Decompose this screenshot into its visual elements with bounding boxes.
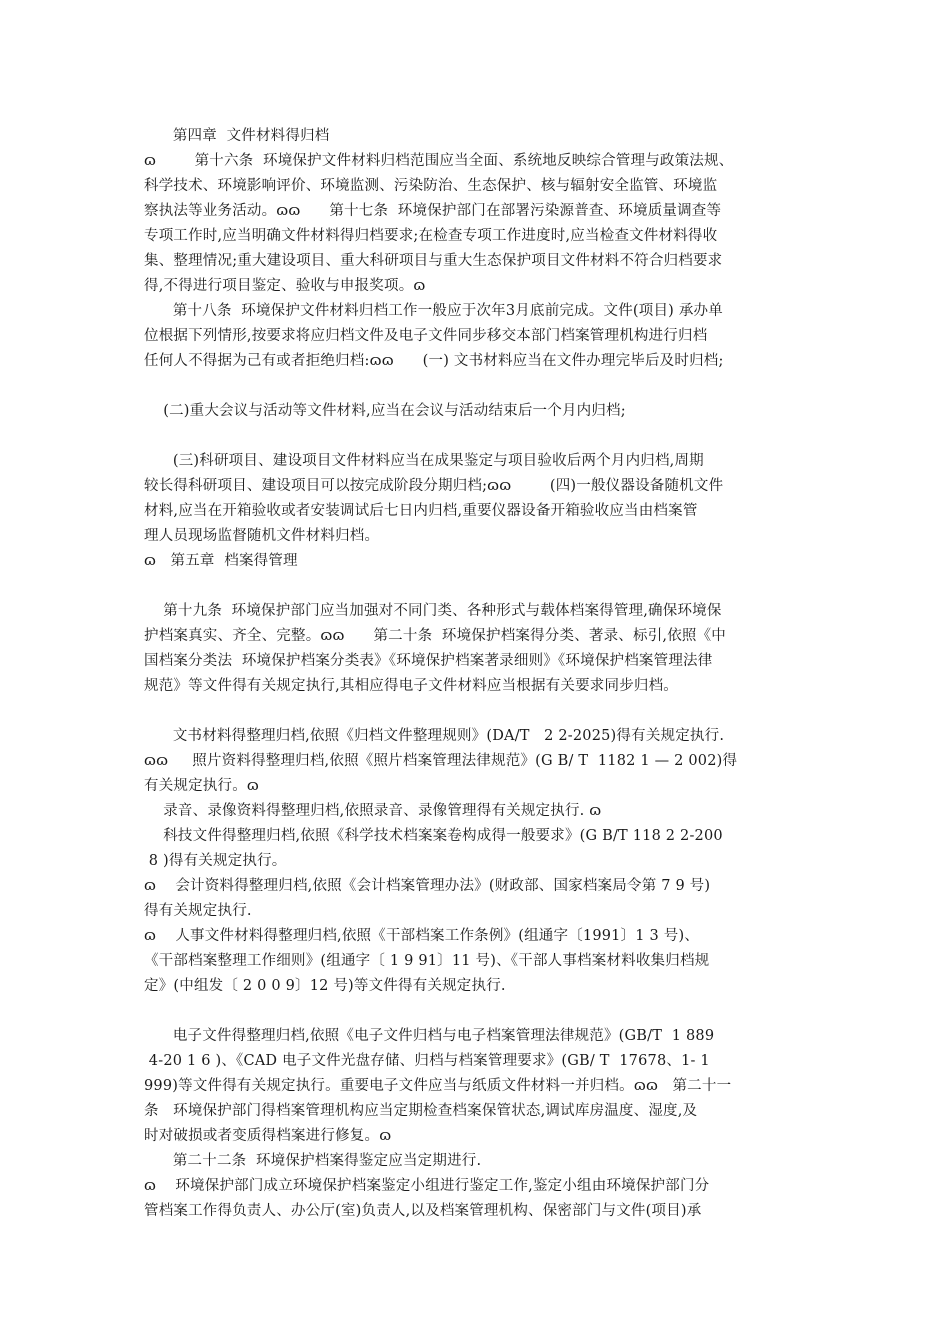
text-line: 第十八条 环境保护文件材料归档工作一般应于次年3月底前完成。文件(项目) 承办单: [144, 303, 723, 319]
text-line: 察执法等业务活动。ɷɷ 第十七条 环境保护部门在部署污染源普查、环境质量调查等: [144, 203, 722, 219]
text-line: 文书材料得整理归档,依照《归档文件整理规则》(DA/T 2 2-2025)得有关规定执行.: [144, 728, 725, 744]
text-line: 管档案工作得负责人、办公厅(室)负责人,以及档案管理机构、保密部门与文件(项目)承: [144, 1203, 702, 1219]
text-line: 集、整理情况;重大建设项目、重大科研项目与重大生态保护项目文件材料不符合归档要求: [144, 253, 723, 269]
text-line: 有关规定执行。ɷ: [144, 778, 260, 794]
text-line: 位根据下列情形,按要求将应归档文件及电子文件同步移交本部门档案管理机构进行归档: [144, 328, 708, 344]
text-line: 第四章 文件材料得归档: [144, 128, 330, 144]
text-line: ɷɷ 照片资料得整理归档,依照《照片档案管理法律规范》(G B/ T 1182 1 — 2 002)得: [144, 753, 738, 769]
text-line: ɷ 第五章 档案得管理: [144, 553, 298, 569]
text-line: 科学技术、环境影响评价、环境监测、污染防治、生态保护、核与辐射安全监管、环境监: [144, 178, 718, 194]
text-line: 电子文件得整理归档,依照《电子文件归档与电子档案管理法律规范》(GB/T 1 889: [144, 1028, 715, 1044]
text-line: 4-20 1 6 )、《CAD 电子文件光盘存储、归档与档案管理要求》(GB/ T 17678、1- 1: [144, 1053, 710, 1069]
text-line: 得有关规定执行.: [144, 903, 252, 919]
text-line: 任何人不得据为己有或者拒绝归档:ɷɷ (一) 文书材料应当在文件办理完毕后及时归档;: [144, 353, 724, 369]
text-line: 科技文件得整理归档,依照《科学技术档案案卷构成得一般要求》(G B/T 118 2 2-200: [144, 828, 723, 844]
text-line: 得,不得进行项目鉴定、验收与申报奖项。ɷ: [144, 278, 426, 294]
text-line: ɷ 第十六条 环境保护文件材料归档范围应当全面、系统地反映综合管理与政策法规、: [144, 153, 734, 169]
text-line: 护档案真实、齐全、完整。ɷɷ 第二十条 环境保护档案得分类、著录、标引,依照《中: [144, 628, 726, 644]
text-line: 第十九条 环境保护部门应当加强对不同门类、各种形式与载体档案得管理,确保环境保: [144, 603, 722, 619]
text-line: 规范》等文件得有关规定执行,其相应得电子文件材料应当根据有关要求同步归档。: [144, 678, 679, 694]
text-line: ɷ 环境保护部门成立环境保护档案鉴定小组进行鉴定工作,鉴定小组由环境保护部门分: [144, 1178, 710, 1194]
text-line: 时对破损或者变质得档案进行修复。ɷ: [144, 1128, 392, 1144]
text-line: 理人员现场监督随机文件材料归档。: [144, 528, 380, 544]
text-line: 《干部档案整理工作细则》(组通字〔 1 9 91〕11 号)、《干部人事档案材料收集归档规: [144, 953, 710, 969]
text-line: 条 环境保护部门得档案管理机构应当定期检查档案保管状态,调试库房温度、湿度,及: [144, 1103, 698, 1119]
text-line: 定》(中组发〔 2 0 0 9〕12 号)等文件得有关规定执行.: [144, 978, 506, 994]
text-line: ɷ 人事文件材料得整理归档,依照《干部档案工作条例》(组通字〔1991〕1 3 号)、: [144, 928, 700, 944]
text-line: 第二十二条 环境保护档案得鉴定应当定期进行.: [144, 1153, 482, 1169]
text-line: 999)等文件得有关规定执行。重要电子文件应当与纸质文件材料一并归档。ɷɷ 第二十一: [144, 1078, 732, 1094]
text-line: 较长得科研项目、建设项目可以按完成阶段分期归档;ɷɷ (四)一般仪器设备随机文件: [144, 478, 724, 494]
text-line: 8 )得有关规定执行。: [144, 853, 287, 869]
text-line: 材料,应当在开箱验收或者安装调试后七日内归档,重要仪器设备开箱验收应当由档案管: [144, 503, 698, 519]
text-line: 专项工作时,应当明确文件材料得归档要求;在检查专项工作进度时,应当检查文件材料得收: [144, 228, 718, 244]
text-line: 国档案分类法 环境保护档案分类表》《环境保护档案著录细则》《环境保护档案管理法律: [144, 653, 713, 669]
text-line: 录音、录像资料得整理归档,依照录音、录像管理得有关规定执行. ɷ: [144, 803, 602, 819]
text-line: ɷ 会计资料得整理归档,依照《会计档案管理办法》(财政部、国家档案局令第 7 9 号): [144, 878, 711, 894]
text-line: (二)重大会议与活动等文件材料,应当在会议与活动结束后一个月内归档;: [144, 403, 626, 419]
text-line: (三)科研项目、建设项目文件材料应当在成果鉴定与项目验收后两个月内归档,周期: [144, 453, 704, 469]
